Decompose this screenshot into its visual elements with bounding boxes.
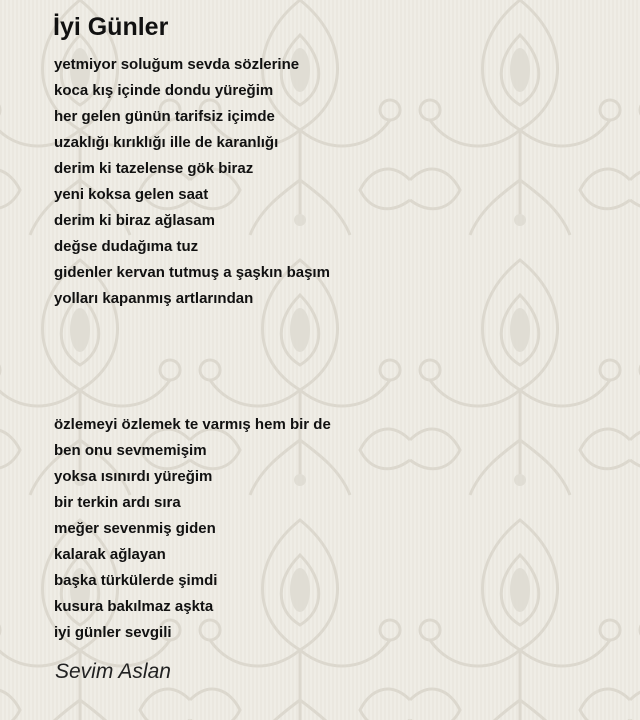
- poem-title: İyi Günler: [53, 13, 169, 41]
- poem-line: ben onu sevmemişim: [54, 442, 207, 459]
- stanza-1: [54, 52, 330, 312]
- poem-line: bir terkin ardı sıra: [54, 494, 181, 511]
- poem-line: derim ki biraz ağlasam: [54, 212, 215, 229]
- poem-author: Sevim Aslan: [55, 660, 171, 683]
- poem-line: koca kış içinde dondu yüreğim: [54, 82, 274, 99]
- poem-line: uzaklığı kırıklığı ille de karanlığı: [54, 134, 279, 151]
- poem-line: yetmiyor soluğum sevda sözlerine: [54, 56, 300, 73]
- poem-line: her gelen günün tarifsiz içimde: [54, 108, 275, 125]
- poem-line: yeni koksa gelen saat: [54, 186, 209, 203]
- stanza-2: [54, 412, 331, 646]
- poem-line: özlemeyi özlemek te varmış hem bir de: [54, 416, 331, 433]
- poem-line: başka türkülerde şimdi: [54, 572, 218, 589]
- poem-line: kalarak ağlayan: [54, 546, 166, 563]
- poem-line: yolları kapanmış artlarından: [54, 290, 254, 307]
- poem-line: meğer sevenmiş giden: [54, 520, 216, 537]
- poem-line: derim ki tazelense gök biraz: [54, 160, 254, 177]
- poem-line: iyi günler sevgili: [54, 624, 172, 641]
- poem-line: yoksa ısınırdı yüreğim: [54, 468, 213, 485]
- poem-line: gidenler kervan tutmuş a şaşkın başım: [54, 264, 330, 281]
- poem-line: kusura bakılmaz aşkta: [54, 598, 214, 615]
- poem-line: değse dudağıma tuz: [54, 238, 199, 255]
